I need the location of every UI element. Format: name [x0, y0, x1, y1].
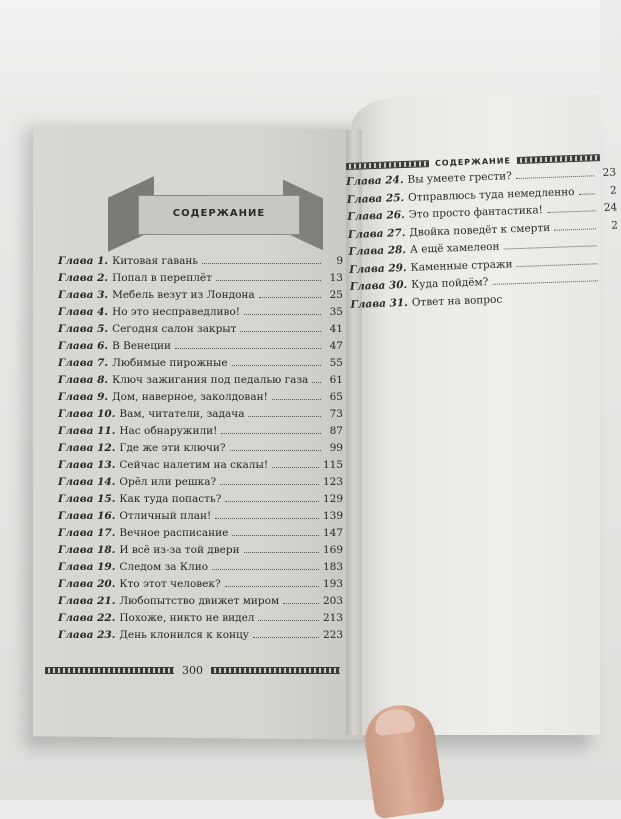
chapter-label: Глава 26. — [347, 208, 405, 223]
chapter-label: Глава 16. — [58, 510, 116, 522]
toc-entry — [58, 476, 343, 493]
chapter-title: Вам, читатели, задача — [119, 408, 245, 420]
toc-entry — [58, 493, 343, 510]
chapter-label: Глава 30. — [349, 278, 408, 293]
chapter-title: Сейчас налетим на скалы! — [119, 459, 269, 471]
chapter-label: Глава 18. — [58, 544, 116, 556]
chapter-label: Глава 3. — [58, 289, 109, 301]
page-footer-left — [45, 663, 340, 677]
chapter-label: Глава 12. — [58, 442, 116, 454]
page-ref: 123 — [322, 476, 343, 488]
page-ref: 25 — [329, 289, 343, 301]
dot-leader — [517, 263, 598, 267]
page-ref: 55 — [329, 357, 343, 369]
chapter-label: Глава 9. — [58, 391, 109, 403]
dot-leader — [248, 416, 321, 417]
dot-leader — [216, 280, 321, 281]
chapter-title: Любопытство движет миром — [119, 595, 280, 607]
chapter-title: Кто этот человек? — [119, 578, 221, 590]
chapter-label: Глава 22. — [58, 612, 116, 624]
chapter-title: Это просто фантастика! — [408, 204, 544, 221]
contents-banner — [108, 183, 323, 247]
toc-entry — [58, 272, 343, 289]
dot-leader — [258, 620, 318, 621]
toc-entry — [58, 425, 343, 442]
dot-leader — [212, 569, 319, 570]
toc-entry — [58, 561, 343, 578]
chapter-label: Глава 28. — [348, 243, 407, 258]
page-ref: 47 — [329, 340, 343, 352]
chapter-label: Глава 24. — [346, 173, 404, 188]
page-ref — [602, 281, 620, 282]
toc-entry — [58, 340, 343, 357]
toc-entry — [58, 408, 343, 425]
page-ref: 9 — [336, 255, 343, 267]
page-ref: 139 — [322, 510, 343, 522]
toc-entry — [58, 459, 343, 476]
ornament-bar — [45, 667, 174, 674]
dot-leader — [244, 314, 321, 315]
page-ref: 35 — [329, 306, 343, 318]
thumbnail — [373, 707, 416, 736]
toc-entry — [58, 578, 343, 595]
chapter-label: Глава 17. — [58, 527, 116, 539]
contents-heading: СОДЕРЖАНИЕ — [172, 208, 266, 219]
chapter-title: В Венеции — [112, 340, 172, 352]
toc-entry — [58, 629, 343, 646]
toc-entry — [58, 442, 343, 459]
dot-leader — [244, 552, 319, 553]
page-number: 300 — [182, 663, 203, 677]
toc-entry — [58, 527, 343, 544]
chapter-label: Глава 31. — [350, 296, 409, 311]
page-ref: 203 — [322, 595, 343, 607]
chapter-label: Глава 20. — [58, 578, 116, 590]
dot-leader — [225, 586, 319, 587]
toc-list-left — [58, 255, 343, 646]
ornament-bar — [517, 154, 600, 164]
page-ref: 2 — [610, 219, 619, 232]
chapter-label: Глава 2. — [58, 272, 109, 284]
page-ref — [601, 246, 619, 247]
toc-entry — [58, 612, 343, 629]
dot-leader — [516, 175, 594, 179]
chapter-title: Отправлюсь туда немедленно — [407, 185, 575, 204]
toc-entry — [58, 289, 343, 306]
dot-leader — [272, 467, 319, 468]
dot-leader — [175, 348, 321, 349]
chapter-label: Глава 8. — [58, 374, 109, 386]
dot-leader — [230, 450, 321, 451]
page-ref: 61 — [329, 374, 343, 386]
page-ref: 99 — [329, 442, 343, 454]
toc-entry — [58, 255, 343, 272]
chapter-title: Вы умеете грести? — [407, 170, 513, 186]
dot-leader — [578, 193, 594, 195]
chapter-title: Каменные стражи — [410, 257, 513, 274]
chapter-label: Глава 14. — [58, 476, 116, 488]
dot-leader — [259, 297, 321, 298]
chapter-title: Двойка поведёт к смерти — [409, 221, 551, 239]
dot-leader — [220, 484, 319, 485]
chapter-title: Китовая гавань — [112, 255, 199, 267]
dot-leader — [253, 637, 319, 638]
chapter-title: Сегодня салон закрыт — [112, 323, 237, 335]
dot-leader — [215, 518, 319, 519]
chapter-title: Орёл или решка? — [119, 476, 217, 488]
chapter-label: Глава 21. — [58, 595, 116, 607]
chapter-label: Глава 1. — [58, 255, 109, 267]
chapter-label: Глава 15. — [58, 493, 116, 505]
toc-entry — [58, 357, 343, 374]
chapter-label: Глава 19. — [58, 561, 116, 573]
chapter-title: А ещё хамелеон — [409, 240, 500, 256]
chapter-title: И всё из-за той двери — [119, 544, 240, 556]
toc-entry — [58, 510, 343, 527]
chapter-title: Дом, наверное, заколдован! — [112, 391, 268, 403]
page-ref: 213 — [322, 612, 343, 624]
page-ref: 23 — [602, 166, 617, 180]
dot-leader — [221, 433, 321, 434]
page-ref: 73 — [329, 408, 343, 420]
page-ref: 24 — [603, 201, 618, 215]
chapter-title: Похоже, никто не видел — [119, 612, 255, 624]
chapter-title: Любимые пирожные — [112, 357, 228, 369]
dot-leader — [240, 331, 321, 332]
chapter-label: Глава 10. — [58, 408, 116, 420]
chapter-title: День клонился к концу — [119, 629, 249, 641]
page-ref: 87 — [329, 425, 343, 437]
page-ref: 183 — [322, 561, 343, 573]
chapter-title: Попал в переплёт — [112, 272, 212, 284]
page-ref: 223 — [322, 629, 343, 641]
chapter-title: Как туда попасть? — [119, 493, 222, 505]
page-ref: 169 — [322, 544, 343, 556]
chapter-label: Глава 5. — [58, 323, 109, 335]
page-ref — [502, 301, 520, 302]
dot-leader — [492, 280, 597, 285]
dot-leader — [232, 535, 319, 536]
page-ref: 65 — [329, 391, 343, 403]
chapter-title: Мебель везут из Лондона — [112, 289, 255, 301]
chapter-label: Глава 6. — [58, 340, 109, 352]
page-ref: 41 — [329, 323, 343, 335]
toc-entry — [58, 544, 343, 561]
toc-entry — [58, 374, 343, 391]
toc-entry — [58, 306, 343, 323]
page-ref: 2 — [609, 184, 617, 197]
banner-plate — [138, 195, 300, 235]
dot-leader — [547, 210, 595, 213]
chapter-label: Глава 11. — [58, 425, 116, 437]
chapter-label: Глава 13. — [58, 459, 116, 471]
chapter-title: Нас обнаружили! — [119, 425, 218, 437]
page-ref: 147 — [322, 527, 343, 539]
dot-leader — [504, 245, 597, 249]
ornament-bar — [211, 667, 340, 674]
page-ref — [601, 263, 619, 264]
chapter-label: Глава 29. — [349, 261, 407, 276]
running-header: СОДЕРЖАНИЕ — [434, 155, 512, 168]
toc-list-right — [346, 167, 621, 316]
dot-leader — [225, 501, 319, 502]
dot-leader — [232, 365, 321, 366]
page-ref: 129 — [322, 493, 343, 505]
chapter-label: Глава 7. — [58, 357, 109, 369]
chapter-label: Глава 23. — [58, 629, 116, 641]
toc-entry — [58, 323, 343, 340]
chapter-title: Куда пойдём? — [411, 276, 489, 291]
dot-leader — [283, 603, 319, 604]
dot-leader — [554, 228, 596, 230]
page-ref: 193 — [322, 578, 343, 590]
chapter-title: Ключ зажигания под педалью газа — [112, 374, 309, 386]
toc-entry — [58, 391, 343, 408]
dot-leader — [312, 382, 321, 383]
chapter-label: Глава 27. — [347, 226, 406, 241]
dot-leader — [202, 263, 321, 264]
chapter-title: Но это несправедливо! — [112, 306, 241, 318]
chapter-label: Глава 25. — [346, 191, 405, 206]
chapter-label: Глава 4. — [58, 306, 109, 318]
page-ref: 115 — [322, 459, 343, 471]
chapter-title: Где же эти ключи? — [119, 442, 226, 454]
ornament-bar — [346, 160, 429, 170]
dot-leader — [272, 399, 321, 400]
chapter-title: Вечное расписание — [119, 527, 229, 539]
toc-entry — [58, 595, 343, 612]
chapter-title: Следом за Клио — [119, 561, 209, 573]
chapter-title: Ответ на вопрос — [411, 293, 503, 309]
page-ref: 13 — [329, 272, 343, 284]
chapter-title: Отличный план! — [119, 510, 212, 522]
